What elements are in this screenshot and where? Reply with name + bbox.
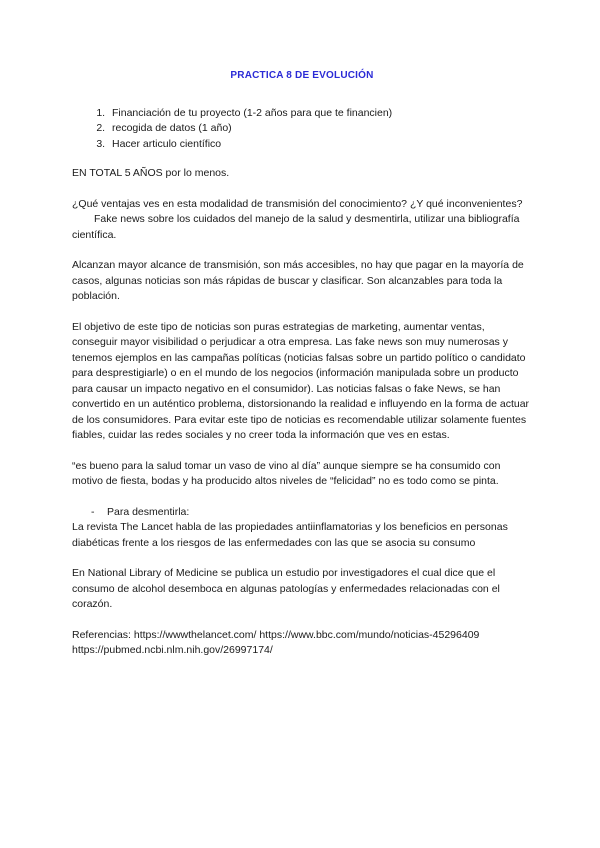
list-item: 2. recogida de datos (1 año) (108, 121, 532, 137)
wine-paragraph: “es bueno para la salud tomar un vaso de vino al día” aunque siempre se ha consumido con motivo de fiesta, bodas y ha producido altos niveles de “felicidad” no es todo como se pinta. (72, 459, 501, 487)
advantages-paragraph: Alcanzan mayor alcance de transmisión, son más accesibles, no hay que pagar en la mayoría de casos, algunas noticias son más rápidas de buscar y clasificar. Son alcanzables para toda la población. (72, 259, 524, 302)
lancet-paragraph: La revista The Lancet habla de las propiedades antiinflamatorias y los beneficios en personas diabéticas frente a los riesgos de las enfermedades con las que se asocia su consumo (72, 521, 508, 549)
steps-list (72, 106, 532, 153)
debunk-heading: - Para desmentirla: (91, 505, 532, 521)
question-text: ¿Qué ventajas ves en esta modalidad de transmisión del conocimiento? ¿Y qué inconvenientes? (72, 197, 523, 210)
nlm-paragraph: En National Library of Medicine se publica un estudio por investigadores el cual dice que el consumo de alcohol desemboca en algunas patologías y enfermedades relacionadas con el corazón. (72, 567, 500, 610)
references (72, 628, 532, 659)
reference-link: https://pubmed.ncbi.nlm.nih.gov/26997174/ (72, 644, 273, 656)
document-title: PRACTICA 8 DE EVOLUCIÓN (230, 70, 374, 81)
total-years-text: EN TOTAL 5 AÑOS por lo menos. (72, 167, 230, 179)
debunk-list (72, 505, 532, 521)
objective-paragraph: El objetivo de este tipo de noticias son puras estrategias de marketing, aumentar ventas, conseguir mayor visibilidad o perjudicar a otra empresa. Las fake news son muy numerosas y tenemos ejemplos en las campañas políticas (noticias falsas sobre un partido político o candidato para desprestigiarle) o en el mundo de los negocios (información manipulada sobre un producto para causar un impacto negativo en el consumidor). Las noticias falsas o fake News, se han convertido en un auténtico problema, distorsionando la realidad e influyendo en la forma de actuar de los consumidores. Para evitar este tipo de noticias es recomendable utilizar solamente fuentes fiables, cuidar las redes sociales y no creer toda la información que ves en estas. (72, 320, 530, 441)
list-item: 1. Financiación de tu proyecto (1-2 años para que te financien) (108, 106, 532, 122)
question-answer: Fake news sobre los cuidados del manejo de la salud y desmentirla, utilizar una bibliografía científica. (72, 213, 520, 241)
list-item: 3. Hacer articulo científico (108, 137, 532, 153)
reference-link: https://wwwthelancet.com/ https://www.bbc.com/mundo/noticias-45296409 (133, 628, 480, 641)
references-label: Referencias: (72, 628, 131, 641)
document-page (72, 68, 532, 659)
question-paragraph (72, 197, 532, 244)
